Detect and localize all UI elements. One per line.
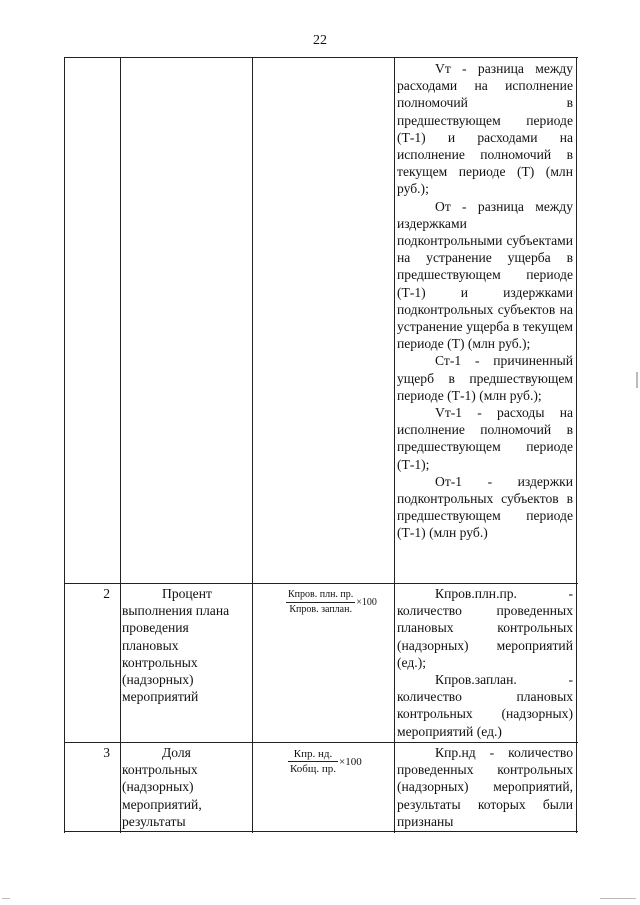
table-border-bottom [64, 831, 578, 832]
scan-edge-mark [2, 898, 10, 899]
row-number: 2 [103, 586, 110, 601]
description-paragraph: Vт - разница между расходами на исполнение полномочий в предшествующем периоде (Т-1) и расходами на исполнение полномочий в текущем периоде (Т) (млн руб.); [397, 61, 573, 197]
indicator-name-line: контрольных (надзорных) мероприятий, результаты [122, 762, 202, 829]
formula-fraction [288, 748, 338, 775]
table-row-description [397, 60, 573, 542]
row-number: 3 [103, 745, 110, 760]
formula-multiplier: ×100 [339, 755, 362, 768]
column-divider [394, 57, 395, 833]
description-paragraph: Кпров.заплан. - количество плановых контрольных (надзорных) мероприятий (ед.) [397, 672, 573, 739]
indicators-table [64, 57, 578, 833]
description-paragraph: Кпров.плн.пр. - количество проведенных плановых контрольных (надзорных) мероприятий (ед.); [397, 586, 573, 670]
description-paragraph: От - разница между издержками подконтрольными субъектами на устранение ущерба в предшествующем периоде (Т-1) и издержками подконтрольных субъектов на устранение ущерба в текущем периоде (Т) (млн руб.); [397, 198, 573, 352]
indicator-name-line: Процент [162, 586, 212, 601]
indicator-formula [288, 748, 362, 775]
description-paragraph: Кпр.нд - количество проведенных контрольных (надзорных) мероприятий, результаты которых были признаны [397, 745, 573, 829]
table-border-right [576, 57, 577, 833]
indicator-formula [286, 589, 377, 616]
indicator-name-line: выполнения плана проведения плановых контрольных (надзорных) мероприятий [122, 603, 230, 705]
column-divider [120, 57, 121, 833]
formula-denominator: Кпров. заплан. [289, 604, 352, 615]
scan-edge-mark [600, 898, 636, 899]
table-row-description [397, 744, 573, 830]
description-paragraph: Vт-1 - расходы на исполнение полномочий в предшествующем периоде (Т-1); [397, 405, 573, 472]
page-number: 22 [313, 33, 327, 48]
description-paragraph: От-1 - издержки подконтрольных субъектов в предшествующем периоде (Т-1) (млн руб.) [397, 473, 573, 541]
table-border-left [64, 57, 65, 833]
indicator-name [122, 585, 248, 705]
formula-fraction [286, 589, 355, 616]
scan-edge-mark [636, 372, 638, 388]
table-row-description [397, 585, 573, 740]
indicator-name [122, 744, 248, 830]
indicator-name-line: Доля [162, 745, 191, 760]
table-border-top [64, 57, 578, 58]
formula-denominator: Кобщ. пр. [290, 763, 336, 775]
description-paragraph: Ст-1 - причиненный ущерб в предшествующем периоде (Т-1) (млн руб.); [397, 353, 573, 403]
formula-numerator: Кпр. нд. [288, 748, 338, 762]
column-divider [252, 57, 253, 833]
formula-multiplier: ×100 [356, 596, 377, 608]
formula-numerator: Кпров. плн. пр. [286, 589, 355, 603]
